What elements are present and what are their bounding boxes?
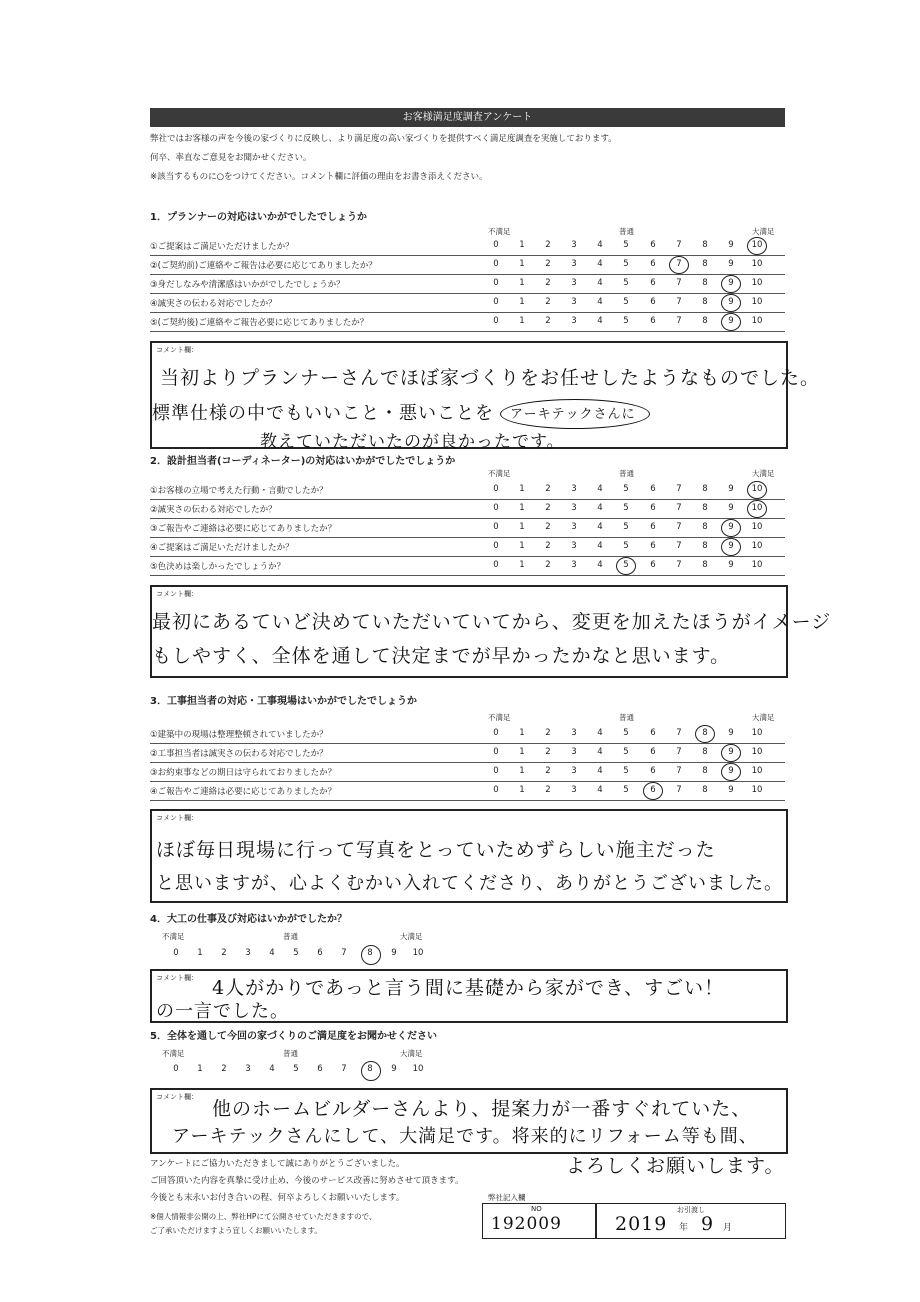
scale-number[interactable]: 1 (519, 240, 525, 250)
scale-number[interactable]: 6 (650, 560, 656, 570)
scale-number[interactable]: 9 (728, 316, 734, 326)
selected-answer-circle (721, 744, 741, 762)
scale-number[interactable]: 2 (545, 541, 551, 551)
question-text: ④ご報告やご連絡は必要に応じてありましたか？ (150, 787, 337, 797)
scale-number[interactable]: 1 (519, 541, 525, 551)
question-row (150, 537, 785, 557)
scale-number[interactable]: 5 (623, 541, 629, 551)
scale-number[interactable]: 8 (702, 316, 708, 326)
scale-number[interactable]: 2 (545, 278, 551, 288)
scale-high-4: 大満足 (400, 932, 423, 941)
scale-mid-4: 普通 (283, 932, 298, 941)
scale-number[interactable]: 2 (221, 1064, 227, 1074)
scale-number[interactable]: 3 (571, 278, 577, 288)
scale-number[interactable]: 7 (676, 541, 682, 551)
selected-answer-circle (616, 557, 636, 575)
comment-1-line-2: 標準仕様の中でもいいこと・悪いことを (152, 403, 494, 424)
section-2-title: 2．設計担当者(コーディネーター)の対応はいかがでしたでしょうか (150, 456, 456, 467)
scale-number[interactable]: 2 (545, 240, 551, 250)
scale-number[interactable]: 3 (571, 503, 577, 513)
comment-5-line-2: アーキテックさんにして、大満足です。将来的にリフォーム等も間、 (172, 1126, 758, 1147)
scale-number[interactable]: 1 (519, 560, 525, 570)
scale-number[interactable]: 6 (650, 316, 656, 326)
scale-number[interactable]: 6 (650, 766, 656, 776)
scale-number[interactable]: 0 (493, 278, 499, 288)
scale-number[interactable]: 3 (571, 297, 577, 307)
comment-1-annotation: アーキテックさんに (510, 407, 636, 422)
scale-number[interactable]: 9 (728, 297, 734, 307)
selected-answer-circle (361, 1061, 381, 1081)
scale-number[interactable]: 4 (597, 560, 603, 570)
question-row (150, 499, 785, 519)
question-text: ①お客様の立場で考えた行動・言動でしたか？ (150, 486, 328, 496)
scale-mid-5: 普通 (283, 1049, 298, 1058)
comment-1-line-1: 当初よりプランナーさんでほぼ家づくりをお任せしたようなものでした。 (160, 367, 821, 389)
scale-number[interactable]: 4 (597, 259, 603, 269)
scale-number[interactable]: 2 (545, 785, 551, 795)
scale-low-1: 不満足 (488, 227, 511, 236)
question-row (150, 762, 785, 782)
scale-number[interactable]: 5 (623, 484, 629, 494)
scale-number[interactable]: 10 (751, 259, 763, 269)
question-row (150, 743, 785, 763)
scale-number[interactable]: 1 (519, 728, 525, 738)
scale-number[interactable]: 10 (412, 948, 424, 958)
scale-number[interactable]: 0 (493, 503, 499, 513)
question-row (150, 556, 785, 576)
scale-number[interactable]: 9 (728, 747, 734, 757)
intro-line-2: 何卒、率直なご意見をお聞かせください。 (150, 153, 312, 163)
scale-number[interactable]: 6 (650, 278, 656, 288)
scale-number[interactable]: 8 (702, 766, 708, 776)
footer-line-2: ご回答頂いた内容を真摯に受け止め、今後のサービス改善に努めさせて頂きます。 (150, 1176, 464, 1186)
scale-number[interactable]: 5 (623, 747, 629, 757)
scale-number[interactable]: 2 (545, 766, 551, 776)
scale-number[interactable]: 7 (676, 785, 682, 795)
selected-answer-circle (747, 500, 767, 518)
scale-number[interactable]: 7 (676, 240, 682, 250)
scale-number[interactable]: 3 (571, 240, 577, 250)
scale-number[interactable]: 5 (623, 766, 629, 776)
office-handover-box (596, 1203, 786, 1239)
comment-2-line-1: 最初にあるていど決めていただいていてから、変更を加えたほうがイメージ (152, 611, 832, 633)
scale-number[interactable]: 0 (493, 560, 499, 570)
scale-number[interactable]: 1 (519, 484, 525, 494)
scale-number[interactable]: 7 (676, 728, 682, 738)
scale-high-5: 大満足 (400, 1049, 423, 1058)
section-5-comment-box (150, 1088, 788, 1154)
question-row (150, 480, 785, 500)
scale-number[interactable]: 0 (493, 316, 499, 326)
scale-number[interactable]: 8 (702, 259, 708, 269)
scale-number[interactable]: 8 (702, 484, 708, 494)
scale-number[interactable]: 5 (623, 240, 629, 250)
scale-number[interactable]: 2 (545, 259, 551, 269)
scale-number[interactable]: 8 (702, 560, 708, 570)
scale-number[interactable]: 0 (493, 747, 499, 757)
scale-number[interactable]: 7 (676, 560, 682, 570)
survey-title: お客様満足度調査アンケート (150, 108, 785, 127)
scale-number[interactable]: 2 (545, 484, 551, 494)
question-text: ⑤(ご契約後)ご連絡やご報告必要に応じてありましたか？ (150, 318, 369, 328)
scale-number[interactable]: 10 (751, 766, 763, 776)
scale-number[interactable]: 1 (519, 522, 525, 532)
scale-number[interactable]: 6 (650, 484, 656, 494)
year-unit: 年 (679, 1223, 689, 1233)
scale-number[interactable]: 7 (676, 484, 682, 494)
scale-number[interactable]: 3 (571, 259, 577, 269)
scale-number[interactable]: 4 (597, 728, 603, 738)
scale-number[interactable]: 1 (519, 278, 525, 288)
comment-4-line-2: の一言でした。 (156, 1001, 289, 1022)
question-text: ①建築中の現場は整理整頓されていましたか？ (150, 730, 328, 740)
selected-answer-circle (747, 237, 767, 255)
section-3-title: 3．工事担当者の対応・工事現場はいかがでしたでしょうか (150, 696, 417, 707)
scale-number[interactable]: 9 (728, 541, 734, 551)
scale-number[interactable]: 4 (269, 1064, 275, 1074)
selected-answer-circle (721, 763, 741, 781)
scale-number[interactable]: 4 (597, 785, 603, 795)
scale-number[interactable]: 10 (751, 541, 763, 551)
scale-mid-2: 普通 (619, 469, 634, 478)
scale-number[interactable]: 8 (702, 503, 708, 513)
scale-number[interactable]: 10 (751, 297, 763, 307)
scale-number[interactable]: 9 (728, 259, 734, 269)
scale-number[interactable]: 6 (650, 297, 656, 307)
scale-number[interactable]: 8 (702, 785, 708, 795)
question-text: ③お約束事などの期日は守られておりましたか？ (150, 768, 337, 778)
scale-high-1: 大満足 (752, 227, 775, 236)
question-text: ④ご提案はご満足いただけましたか？ (150, 543, 294, 553)
scale-number[interactable]: 2 (545, 297, 551, 307)
scale-number[interactable]: 9 (728, 278, 734, 288)
section-5-scale (0, 1062, 920, 1082)
scale-number[interactable]: 6 (650, 728, 656, 738)
comment-label: コメント欄： (156, 814, 198, 822)
office-no-box (482, 1203, 596, 1239)
intro-line-1: 弊社ではお客様の声を今後の家づくりに反映し、より満足度の高い家づくりを提供すべく満足度調査を実施しております。 (150, 134, 617, 144)
scale-number[interactable]: 1 (197, 948, 203, 958)
scale-number[interactable]: 6 (650, 522, 656, 532)
scale-number[interactable]: 4 (597, 278, 603, 288)
scale-number[interactable]: 10 (751, 560, 763, 570)
scale-number[interactable]: 9 (728, 766, 734, 776)
scale-number[interactable]: 0 (493, 297, 499, 307)
scale-number[interactable]: 5 (623, 785, 629, 795)
question-row (150, 312, 785, 332)
scale-number[interactable]: 0 (493, 785, 499, 795)
scale-number[interactable]: 10 (751, 785, 763, 795)
question-row (150, 293, 785, 313)
selected-answer-circle (721, 294, 741, 312)
scale-number[interactable]: 10 (751, 316, 763, 326)
question-row (150, 781, 785, 801)
scale-number[interactable]: 2 (545, 560, 551, 570)
scale-number[interactable]: 6 (650, 503, 656, 513)
scale-number[interactable]: 2 (545, 316, 551, 326)
scale-number[interactable]: 3 (571, 484, 577, 494)
scale-number[interactable]: 9 (728, 560, 734, 570)
scale-number[interactable]: 4 (597, 316, 603, 326)
selected-answer-circle (721, 313, 741, 331)
scale-number[interactable]: 0 (173, 1064, 179, 1074)
scale-number[interactable]: 7 (676, 316, 682, 326)
scale-number[interactable]: 7 (676, 766, 682, 776)
question-text: ②(ご契約前)ご連絡やご報告は必要に応じてありましたか？ (150, 261, 377, 271)
scale-number[interactable]: 2 (221, 948, 227, 958)
footer-line-3: 今後とも末永いお付き合いの程、何卒よろしくお願いいたします。 (150, 1193, 405, 1203)
scale-number[interactable]: 0 (493, 522, 499, 532)
scale-number[interactable]: 9 (728, 522, 734, 532)
scale-number[interactable]: 6 (317, 948, 323, 958)
scale-number[interactable]: 6 (317, 1064, 323, 1074)
scale-number[interactable]: 1 (519, 259, 525, 269)
scale-low-5: 不満足 (162, 1049, 185, 1058)
scale-number[interactable]: 4 (597, 484, 603, 494)
scale-number[interactable]: 1 (519, 316, 525, 326)
note-line-2: ご了承いただけますよう宜しくお願いいたします。 (150, 1226, 322, 1235)
scale-number[interactable]: 7 (676, 522, 682, 532)
scale-number[interactable]: 6 (650, 240, 656, 250)
scale-number[interactable]: 9 (728, 503, 734, 513)
scale-number[interactable]: 8 (702, 747, 708, 757)
scale-number[interactable]: 10 (751, 728, 763, 738)
no-label: NO (531, 1205, 542, 1213)
section-2-comment-box (150, 585, 832, 678)
comment-5-line-3: よろしくお願いします。 (566, 1155, 785, 1177)
handover-year: 2019 (615, 1213, 668, 1235)
scale-high-2: 大満足 (752, 469, 775, 478)
comment-label: コメント欄： (156, 1093, 198, 1101)
scale-number[interactable]: 0 (493, 766, 499, 776)
scale-number[interactable]: 5 (623, 728, 629, 738)
office-use-label: 弊社記入欄 (488, 1193, 526, 1202)
scale-number[interactable]: 4 (597, 541, 603, 551)
comment-2-line-2: もしやすく、全体を通して決定までが早かったかなと思います。 (152, 645, 731, 667)
selected-answer-circle (721, 275, 741, 293)
section-4-title: 4．大工の仕事及び対応はいかがでしたか？ (150, 914, 347, 925)
question-row (150, 255, 785, 275)
selected-answer-circle (721, 538, 741, 556)
scale-number[interactable]: 5 (623, 259, 629, 269)
scale-number[interactable]: 5 (623, 316, 629, 326)
scale-number[interactable]: 4 (597, 297, 603, 307)
no-value: 192009 (491, 1214, 562, 1234)
scale-number[interactable]: 4 (597, 522, 603, 532)
scale-number[interactable]: 7 (676, 297, 682, 307)
scale-number[interactable]: 7 (676, 747, 682, 757)
scale-number[interactable]: 2 (545, 728, 551, 738)
scale-number[interactable]: 4 (597, 503, 603, 513)
scale-number[interactable]: 8 (702, 278, 708, 288)
selected-answer-circle (721, 519, 741, 537)
scale-number[interactable]: 10 (751, 747, 763, 757)
scale-number[interactable]: 0 (493, 240, 499, 250)
scale-number[interactable]: 5 (293, 1064, 299, 1074)
scale-number[interactable]: 1 (519, 785, 525, 795)
selected-answer-circle (643, 782, 663, 800)
question-text: ⑤色決めは楽しかったでしょうか？ (150, 562, 286, 572)
comment-3-line-1: ほぼ毎日現場に行って写真をとっていためずらしい施主だった (156, 839, 716, 861)
handover-label: お引渡し (677, 1206, 705, 1214)
handover-month: 9 (701, 1213, 715, 1235)
scale-number[interactable]: 5 (623, 503, 629, 513)
question-text: ②誠実さの伝わる対応でしたか？ (150, 505, 277, 515)
scale-number[interactable]: 6 (650, 541, 656, 551)
scale-number[interactable]: 3 (571, 766, 577, 776)
scale-number[interactable]: 3 (571, 747, 577, 757)
scale-number[interactable]: 8 (367, 948, 373, 958)
scale-number[interactable]: 1 (519, 503, 525, 513)
question-text: ②工事担当者は誠実さの伝わる対応でしたか？ (150, 749, 328, 759)
section-3-comment-box (150, 809, 788, 903)
scale-number[interactable]: 5 (623, 278, 629, 288)
section-5-title: 5．全体を通して今回の家づくりのご満足度をお聞かせください (150, 1031, 437, 1042)
question-text: ④誠実さの伝わる対応でしたか？ (150, 299, 277, 309)
question-row (150, 724, 785, 744)
month-unit: 月 (723, 1223, 733, 1233)
scale-number[interactable]: 8 (702, 240, 708, 250)
scale-number[interactable]: 6 (650, 259, 656, 269)
scale-number[interactable]: 10 (412, 1064, 424, 1074)
scale-number[interactable]: 5 (293, 948, 299, 958)
comment-4-line-1: 4人がかりであっと言う間に基礎から家ができ、すごい！ (212, 977, 725, 999)
scale-number[interactable]: 1 (519, 297, 525, 307)
scale-number[interactable]: 3 (245, 1064, 251, 1074)
comment-3-line-2: と思いますが、心よくむかい入れてくださり、ありがとうございました。 (156, 873, 783, 894)
selected-answer-circle (695, 725, 715, 743)
selected-answer-circle (669, 256, 689, 274)
scale-number[interactable]: 0 (173, 948, 179, 958)
scale-number[interactable]: 8 (702, 541, 708, 551)
section-1-title: 1．プランナーの対応はいかがでしたでしょうか (150, 212, 367, 223)
scale-high-3: 大満足 (752, 713, 775, 722)
scale-number[interactable]: 1 (519, 766, 525, 776)
section-1-comment-box (150, 341, 821, 452)
scale-number[interactable]: 6 (650, 747, 656, 757)
scale-low-2: 不満足 (488, 469, 511, 478)
scale-number[interactable]: 5 (623, 522, 629, 532)
scale-number[interactable]: 9 (728, 240, 734, 250)
scale-number[interactable]: 9 (728, 728, 734, 738)
comment-label: コメント欄： (156, 590, 198, 598)
scale-number[interactable]: 5 (623, 297, 629, 307)
scale-number[interactable]: 8 (367, 1064, 373, 1074)
scale-number[interactable]: 8 (702, 728, 708, 738)
question-text: ①ご提案はご満足いただけましたか？ (150, 242, 294, 252)
scale-number[interactable]: 2 (545, 503, 551, 513)
selected-answer-circle (747, 481, 767, 499)
scale-number[interactable]: 7 (676, 278, 682, 288)
scale-number[interactable]: 5 (623, 560, 629, 570)
comment-label: コメント欄： (156, 974, 198, 982)
scale-number[interactable]: 9 (391, 948, 397, 958)
scale-number[interactable]: 3 (571, 560, 577, 570)
scale-mid-1: 普通 (619, 227, 634, 236)
footer-line-1: アンケートにご協力いただきまして誠にありがとうございました。 (150, 1159, 405, 1169)
scale-number[interactable]: 3 (571, 316, 577, 326)
scale-number[interactable]: 10 (751, 278, 763, 288)
scale-number[interactable]: 9 (728, 785, 734, 795)
selected-answer-circle (361, 945, 381, 965)
comment-label: コメント欄： (156, 346, 198, 354)
scale-low-4: 不満足 (162, 932, 185, 941)
scale-number[interactable]: 4 (597, 240, 603, 250)
scale-number[interactable]: 3 (571, 541, 577, 551)
scale-number[interactable]: 3 (571, 785, 577, 795)
scale-number[interactable]: 4 (597, 766, 603, 776)
scale-number[interactable]: 8 (702, 297, 708, 307)
scale-number[interactable]: 8 (702, 522, 708, 532)
section-4-scale (0, 946, 920, 966)
scale-number[interactable]: 4 (269, 948, 275, 958)
scale-number[interactable]: 10 (751, 522, 763, 532)
intro-line-3: ※該当するものに○をつけてください。コメント欄に評価の理由をお書き添えください。 (150, 172, 488, 182)
scale-number[interactable]: 9 (728, 484, 734, 494)
section-4-comment-box (150, 969, 788, 1023)
scale-low-3: 不満足 (488, 713, 511, 722)
scale-number[interactable]: 7 (676, 259, 682, 269)
question-text: ③ご報告やご連絡は必要に応じてありましたか？ (150, 524, 337, 534)
scale-number[interactable]: 10 (751, 484, 763, 494)
scale-number[interactable]: 7 (341, 948, 347, 958)
scale-number[interactable]: 7 (676, 503, 682, 513)
scale-mid-3: 普通 (619, 713, 634, 722)
scale-number[interactable]: 3 (245, 948, 251, 958)
scale-number[interactable]: 10 (751, 503, 763, 513)
note-line-1: ※個人情報非公開の上、弊社HPにて公開させていただきますので、 (150, 1212, 377, 1221)
scale-number[interactable]: 3 (571, 522, 577, 532)
question-row (150, 518, 785, 538)
scale-number[interactable]: 6 (650, 785, 656, 795)
scale-number[interactable]: 2 (545, 747, 551, 757)
scale-number[interactable]: 0 (493, 259, 499, 269)
scale-number[interactable]: 7 (341, 1064, 347, 1074)
scale-number[interactable]: 1 (197, 1064, 203, 1074)
question-row (150, 274, 785, 294)
comment-1-line-3: 教えていただいたのが良かったです。 (260, 432, 565, 452)
comment-5-line-1: 他のホームビルダーさんより、提案力が一番すぐれていた、 (212, 1098, 752, 1120)
scale-number[interactable]: 2 (545, 522, 551, 532)
scale-number[interactable]: 3 (571, 728, 577, 738)
question-text: ③身だしなみや清潔感はいかがでしたでしょうか？ (150, 280, 345, 290)
scale-number[interactable]: 10 (751, 240, 763, 250)
scale-number[interactable]: 0 (493, 728, 499, 738)
scale-number[interactable]: 9 (391, 1064, 397, 1074)
scale-number[interactable]: 1 (519, 747, 525, 757)
scale-number[interactable]: 4 (597, 747, 603, 757)
scale-number[interactable]: 0 (493, 484, 499, 494)
scale-number[interactable]: 0 (493, 541, 499, 551)
question-row (150, 236, 785, 256)
